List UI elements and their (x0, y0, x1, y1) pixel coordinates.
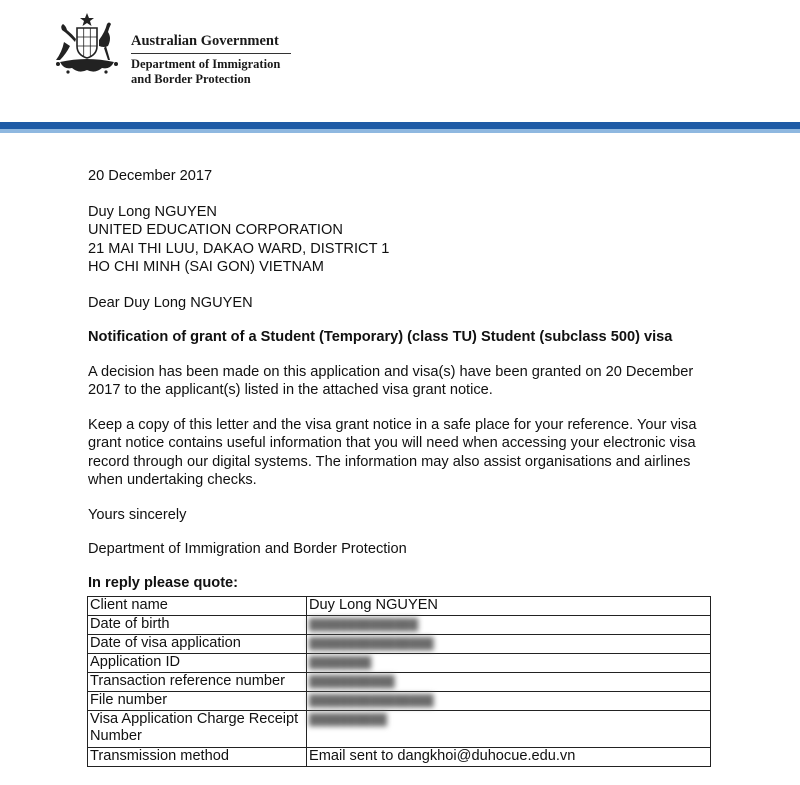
closing: Yours sincerely (88, 506, 187, 523)
row-value-redacted (307, 654, 711, 673)
letter-date: 20 December 2017 (88, 168, 213, 184)
row-value-redacted (307, 692, 711, 711)
government-name: Australian Government (131, 33, 291, 54)
row-label: Client name (88, 597, 307, 616)
table-row (88, 748, 711, 767)
header-band-light (0, 129, 800, 133)
address-line: 21 MAI THI LUU, DAKAO WARD, DISTRICT 1 (88, 240, 390, 257)
row-label: Application ID (88, 654, 307, 673)
row-value-redacted (307, 673, 711, 692)
row-label: Date of birth (88, 616, 307, 635)
table-row (88, 673, 711, 692)
address-line: HO CHI MINH (SAI GON) VIETNAM (88, 259, 324, 275)
quote-label: In reply please quote: (88, 574, 239, 591)
redacted-text: ████████████████ (309, 695, 434, 707)
letterhead (0, 0, 800, 122)
government-title-block (131, 33, 291, 86)
reference-paragraph: Keep a copy of this letter and the visa grant notice in a safe place for your reference. Your visa grant notice contains useful information that you will need when accessing your electronic visa record through our digital systems. The information may also assist organisations and airlines when undertaking checks. (88, 416, 697, 488)
row-value-redacted (307, 711, 711, 748)
row-label: Date of visa application (88, 635, 307, 654)
table-row (88, 597, 711, 616)
table-row (88, 711, 711, 748)
salutation: Dear Duy Long NGUYEN (88, 294, 253, 311)
header-band (0, 122, 800, 129)
redacted-text: ████████████████ (309, 638, 434, 650)
subject-line: Notification of grant of a Student (Temporary) (class TU) Student (subclass 500) visa (88, 329, 673, 345)
table-row (88, 616, 711, 635)
department-name-line1: Department of Immigration (131, 57, 281, 71)
coat-of-arms-icon (50, 12, 124, 76)
address-line: Duy Long NGUYEN (88, 203, 217, 220)
row-label: File number (88, 692, 307, 711)
row-label: Transmission method (88, 748, 307, 767)
recipient-address (88, 203, 728, 277)
table-row (88, 692, 711, 711)
row-value: Duy Long NGUYEN (307, 597, 711, 616)
letter-body (88, 167, 728, 592)
signoff: Department of Immigration and Border Protection (88, 541, 407, 557)
redacted-text: ██████████████ (309, 619, 419, 631)
row-value-redacted (307, 616, 711, 635)
decision-paragraph: A decision has been made on this application and visa(s) have been granted on 20 December 2017 to the applicant(s) listed in the attached visa grant notice. (88, 363, 694, 398)
table-row (88, 654, 711, 673)
row-value-redacted (307, 635, 711, 654)
reference-table (87, 596, 711, 767)
address-line: UNITED EDUCATION CORPORATION (88, 222, 343, 238)
department-name-line2: and Border Protection (131, 71, 251, 86)
redacted-text: ██████████ (309, 714, 387, 726)
redacted-text: ████████ (309, 657, 372, 669)
row-label: Visa Application Charge Receipt Number (88, 711, 307, 748)
table-row (88, 635, 711, 654)
row-value: Email sent to dangkhoi@duhocue.edu.vn (307, 748, 711, 767)
redacted-text: ███████████ (309, 676, 395, 688)
row-label: Transaction reference number (88, 673, 307, 692)
